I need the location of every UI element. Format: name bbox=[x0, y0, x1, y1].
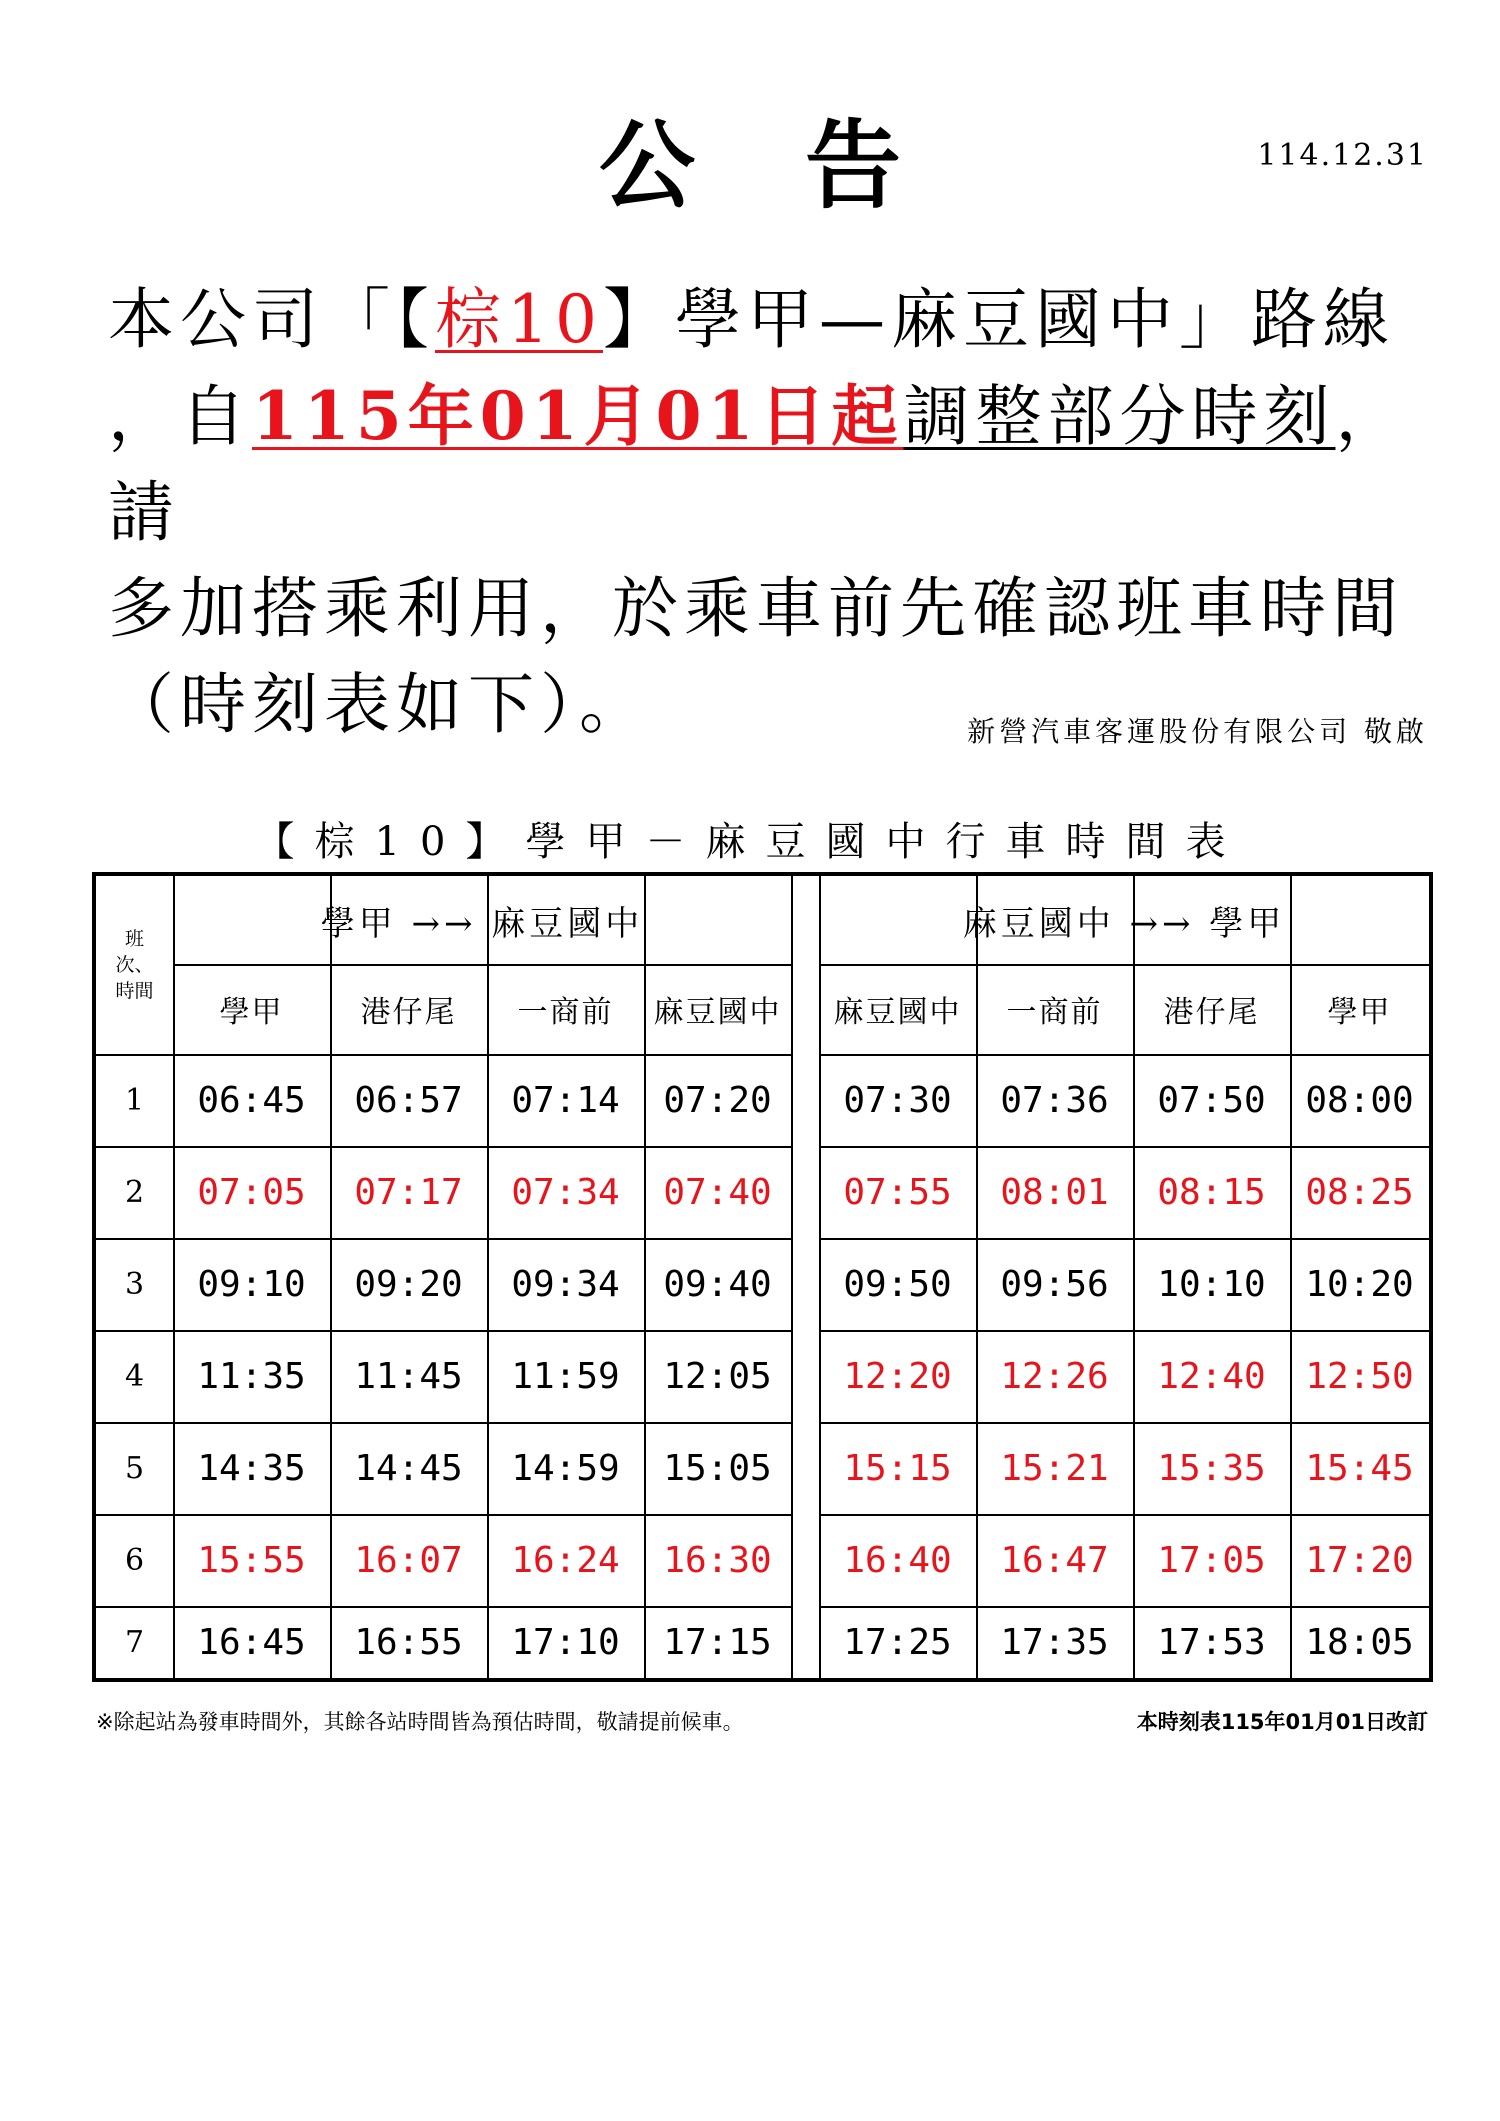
time-cell-a: 11:35 bbox=[197, 1355, 306, 1397]
time-cell-a: 15:55 bbox=[197, 1539, 306, 1581]
time-cell-b: 12:40 bbox=[1157, 1355, 1266, 1397]
corner-header: 班次、時間 bbox=[115, 928, 154, 1002]
change-phrase: 調整部分時刻 bbox=[903, 378, 1336, 455]
time-cell-a: 09:40 bbox=[663, 1263, 772, 1305]
time-cell-b: 09:56 bbox=[1000, 1263, 1109, 1305]
notice-line-1 bbox=[108, 272, 1418, 368]
time-cell-a: 09:10 bbox=[197, 1263, 306, 1305]
trip-number: 1 bbox=[124, 1082, 145, 1118]
stop-header-b: 港仔尾 bbox=[1163, 995, 1260, 1030]
stop-header-b: 學甲 bbox=[1327, 995, 1392, 1030]
time-cell-b: 12:50 bbox=[1305, 1355, 1414, 1397]
time-cell-a: 12:05 bbox=[663, 1355, 772, 1397]
notice-line-2 bbox=[108, 368, 1418, 561]
time-cell-b: 15:21 bbox=[1000, 1447, 1109, 1489]
time-cell-b: 15:45 bbox=[1305, 1447, 1414, 1489]
stop-header-a: 學甲 bbox=[219, 995, 284, 1030]
direction-b-header: 麻豆國中 →→ 學甲 bbox=[962, 903, 1286, 944]
time-cell-a: 07:20 bbox=[663, 1079, 772, 1121]
stop-header-b: 麻豆國中 bbox=[833, 995, 962, 1030]
trip-number: 6 bbox=[124, 1542, 145, 1578]
notice-body bbox=[108, 272, 1418, 753]
time-cell-b: 17:05 bbox=[1157, 1539, 1266, 1581]
effective-date: 115年01月01日起 bbox=[252, 377, 904, 455]
time-cell-a: 16:07 bbox=[354, 1539, 463, 1581]
time-cell-b: 08:15 bbox=[1157, 1171, 1266, 1213]
time-cell-b: 10:20 bbox=[1305, 1263, 1414, 1305]
time-cell-a: 16:24 bbox=[511, 1539, 620, 1581]
notice-date: 114.12.31 bbox=[1257, 138, 1428, 173]
time-cell-a: 17:10 bbox=[511, 1621, 620, 1663]
page-title: 公告 bbox=[599, 109, 1011, 222]
time-cell-a: 07:14 bbox=[511, 1079, 620, 1121]
notice-line-1-end: 】學甲—麻豆國中」路線 bbox=[602, 281, 1395, 358]
time-cell-a: 11:59 bbox=[511, 1355, 620, 1397]
time-cell-b: 17:20 bbox=[1305, 1539, 1414, 1581]
company-signature: 新營汽車客運股份有限公司 敬啟 bbox=[967, 715, 1428, 748]
time-cell-a: 09:34 bbox=[511, 1263, 620, 1305]
time-cell-b: 08:00 bbox=[1305, 1079, 1414, 1121]
notice-line-1-start: 本公司「【 bbox=[108, 281, 435, 358]
time-cell-b: 15:35 bbox=[1157, 1447, 1266, 1489]
direction-divider bbox=[793, 876, 819, 1678]
time-cell-b: 18:05 bbox=[1305, 1621, 1414, 1663]
time-cell-a: 16:30 bbox=[663, 1539, 772, 1581]
time-cell-a: 07:17 bbox=[354, 1171, 463, 1213]
trip-number: 7 bbox=[124, 1624, 145, 1660]
trip-number: 5 bbox=[124, 1450, 145, 1486]
time-cell-b: 17:53 bbox=[1157, 1621, 1266, 1663]
time-cell-b: 12:20 bbox=[843, 1355, 952, 1397]
time-cell-b: 09:50 bbox=[843, 1263, 952, 1305]
footnote: ※除起站為發車時間外，其餘各站時間皆為預估時間，敬請提前候車。 bbox=[96, 1710, 744, 1734]
notice-line-2-end: ，請 bbox=[108, 378, 1408, 551]
stop-header-a: 一商前 bbox=[517, 995, 614, 1030]
time-cell-b: 12:26 bbox=[1000, 1355, 1109, 1397]
time-cell-a: 07:40 bbox=[663, 1171, 772, 1213]
time-cell-a: 09:20 bbox=[354, 1263, 463, 1305]
time-cell-b: 07:30 bbox=[843, 1079, 952, 1121]
notice-line-2-start: ，自 bbox=[108, 378, 252, 455]
time-cell-b: 07:55 bbox=[843, 1171, 952, 1213]
time-cell-a: 06:45 bbox=[197, 1079, 306, 1121]
time-cell-b: 17:35 bbox=[1000, 1621, 1109, 1663]
revision-note: 本時刻表115年01月01日改訂 bbox=[1136, 1710, 1428, 1734]
time-cell-a: 16:55 bbox=[354, 1621, 463, 1663]
time-cell-b: 07:36 bbox=[1000, 1079, 1109, 1121]
time-cell-a: 11:45 bbox=[354, 1355, 463, 1397]
time-cell-b: 16:40 bbox=[843, 1539, 952, 1581]
timetable bbox=[92, 872, 1433, 1682]
time-cell-a: 06:57 bbox=[354, 1079, 463, 1121]
stop-header-a: 麻豆國中 bbox=[653, 995, 782, 1030]
time-cell-a: 07:05 bbox=[197, 1171, 306, 1213]
notice-line-3: 多加搭乘利用，於乘車前先確認班車時間 bbox=[108, 570, 1404, 647]
time-cell-a: 17:15 bbox=[663, 1621, 772, 1663]
time-cell-b: 08:25 bbox=[1305, 1171, 1414, 1213]
time-cell-b: 16:47 bbox=[1000, 1539, 1109, 1581]
stop-header-b: 一商前 bbox=[1006, 995, 1103, 1030]
route-number: 棕10 bbox=[435, 281, 603, 358]
time-cell-a: 16:45 bbox=[197, 1621, 306, 1663]
time-cell-a: 07:34 bbox=[511, 1171, 620, 1213]
time-cell-b: 07:50 bbox=[1157, 1079, 1266, 1121]
time-cell-a: 14:35 bbox=[197, 1447, 306, 1489]
time-cell-b: 15:15 bbox=[843, 1447, 952, 1489]
trip-number: 4 bbox=[124, 1358, 145, 1394]
timetable-title: 【棕10】學甲－麻豆國中行車時間表 bbox=[254, 819, 1246, 865]
notice-line-4: （時刻表如下）。 bbox=[108, 666, 651, 743]
time-cell-a: 15:05 bbox=[663, 1447, 772, 1489]
trip-number: 3 bbox=[124, 1266, 145, 1302]
direction-a-header: 學甲 →→ 麻豆國中 bbox=[320, 903, 644, 944]
time-cell-b: 17:25 bbox=[843, 1621, 952, 1663]
stop-header-a: 港仔尾 bbox=[360, 995, 457, 1030]
time-cell-a: 14:45 bbox=[354, 1447, 463, 1489]
time-cell-b: 08:01 bbox=[1000, 1171, 1109, 1213]
trip-number: 2 bbox=[124, 1174, 145, 1210]
time-cell-a: 14:59 bbox=[511, 1447, 620, 1489]
time-cell-b: 10:10 bbox=[1157, 1263, 1266, 1305]
